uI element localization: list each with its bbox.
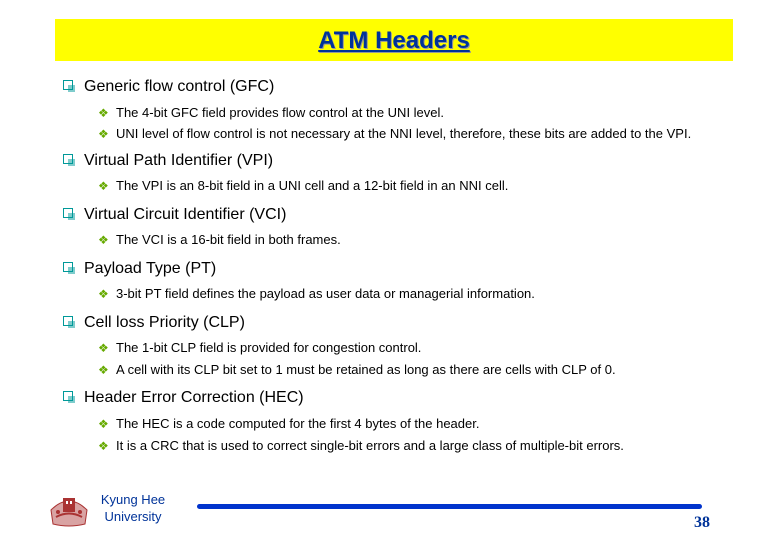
- bullet-text: The 1-bit CLP field is provided for congestion control.: [116, 340, 422, 355]
- square-bullet-icon: [63, 391, 73, 401]
- bullet-item: [63, 340, 763, 355]
- diamond-bullet-icon: ❖: [98, 233, 109, 247]
- square-bullet-icon: [63, 154, 73, 164]
- square-bullet-icon: [63, 208, 73, 218]
- section-heading: [63, 313, 763, 332]
- bullet-item: [63, 438, 763, 453]
- page-number: 38: [694, 514, 710, 531]
- bullet-text: The 4-bit GFC field provides flow control at the UNI level.: [116, 105, 445, 120]
- section-heading-text: Generic flow control (GFC): [84, 78, 275, 95]
- bullet-text: The VCI is a 16-bit field in both frames.: [116, 232, 341, 247]
- section-heading: [63, 205, 763, 224]
- square-bullet-icon: [63, 316, 73, 326]
- diamond-bullet-icon: ❖: [98, 127, 109, 141]
- university-name: [95, 491, 171, 525]
- footer-divider: [197, 504, 702, 509]
- section-heading-text: Virtual Path Identifier (VPI): [84, 152, 274, 169]
- square-bullet-icon: [63, 80, 73, 90]
- section-heading: [63, 388, 763, 407]
- section-heading-text: Payload Type (PT): [84, 260, 217, 277]
- university-name-line2: University: [104, 509, 162, 524]
- bullet-item: [63, 178, 763, 193]
- bullet-item: [63, 362, 763, 377]
- bullet-item: [63, 416, 763, 431]
- diamond-bullet-icon: ❖: [98, 417, 109, 431]
- bullet-item: [63, 126, 763, 141]
- bullet-text: A cell with its CLP bit set to 1 must be retained as long as there are cells with CLP of 0.: [116, 362, 616, 377]
- section-heading-text: Header Error Correction (HEC): [84, 389, 304, 406]
- diamond-bullet-icon: ❖: [98, 363, 109, 377]
- section-heading-text: Cell loss Priority (CLP): [84, 314, 245, 331]
- diamond-bullet-icon: ❖: [98, 106, 109, 120]
- bullet-item: [63, 105, 763, 120]
- section-heading-text: Virtual Circuit Identifier (VCI): [84, 206, 287, 223]
- university-logo-icon: [48, 490, 90, 528]
- section-heading: [63, 151, 763, 170]
- bullet-text: UNI level of flow control is not necessary at the NNI level, therefore, these bits are added to the VPI.: [116, 126, 692, 141]
- bullet-text: The HEC is a code computed for the first 4 bytes of the header.: [116, 416, 480, 431]
- title-bar: [55, 19, 733, 61]
- bullet-item: [63, 286, 763, 301]
- slide-title: ATM Headers: [318, 27, 470, 54]
- diamond-bullet-icon: ❖: [98, 287, 109, 301]
- diamond-bullet-icon: ❖: [98, 341, 109, 355]
- bullet-text: The VPI is an 8-bit field in a UNI cell and a 12-bit field in an NNI cell.: [116, 178, 509, 193]
- section-heading: [63, 259, 763, 278]
- diamond-bullet-icon: ❖: [98, 179, 109, 193]
- diamond-bullet-icon: ❖: [98, 439, 109, 453]
- university-name-line1: Kyung Hee: [100, 492, 166, 507]
- slide-content: [63, 77, 763, 453]
- bullet-text: It is a CRC that is used to correct single-bit errors and a large class of multiple-bit errors.: [116, 438, 624, 453]
- bullet-text: 3-bit PT field defines the payload as user data or managerial information.: [116, 286, 535, 301]
- square-bullet-icon: [63, 262, 73, 272]
- bullet-item: [63, 232, 763, 247]
- section-heading: [63, 77, 763, 96]
